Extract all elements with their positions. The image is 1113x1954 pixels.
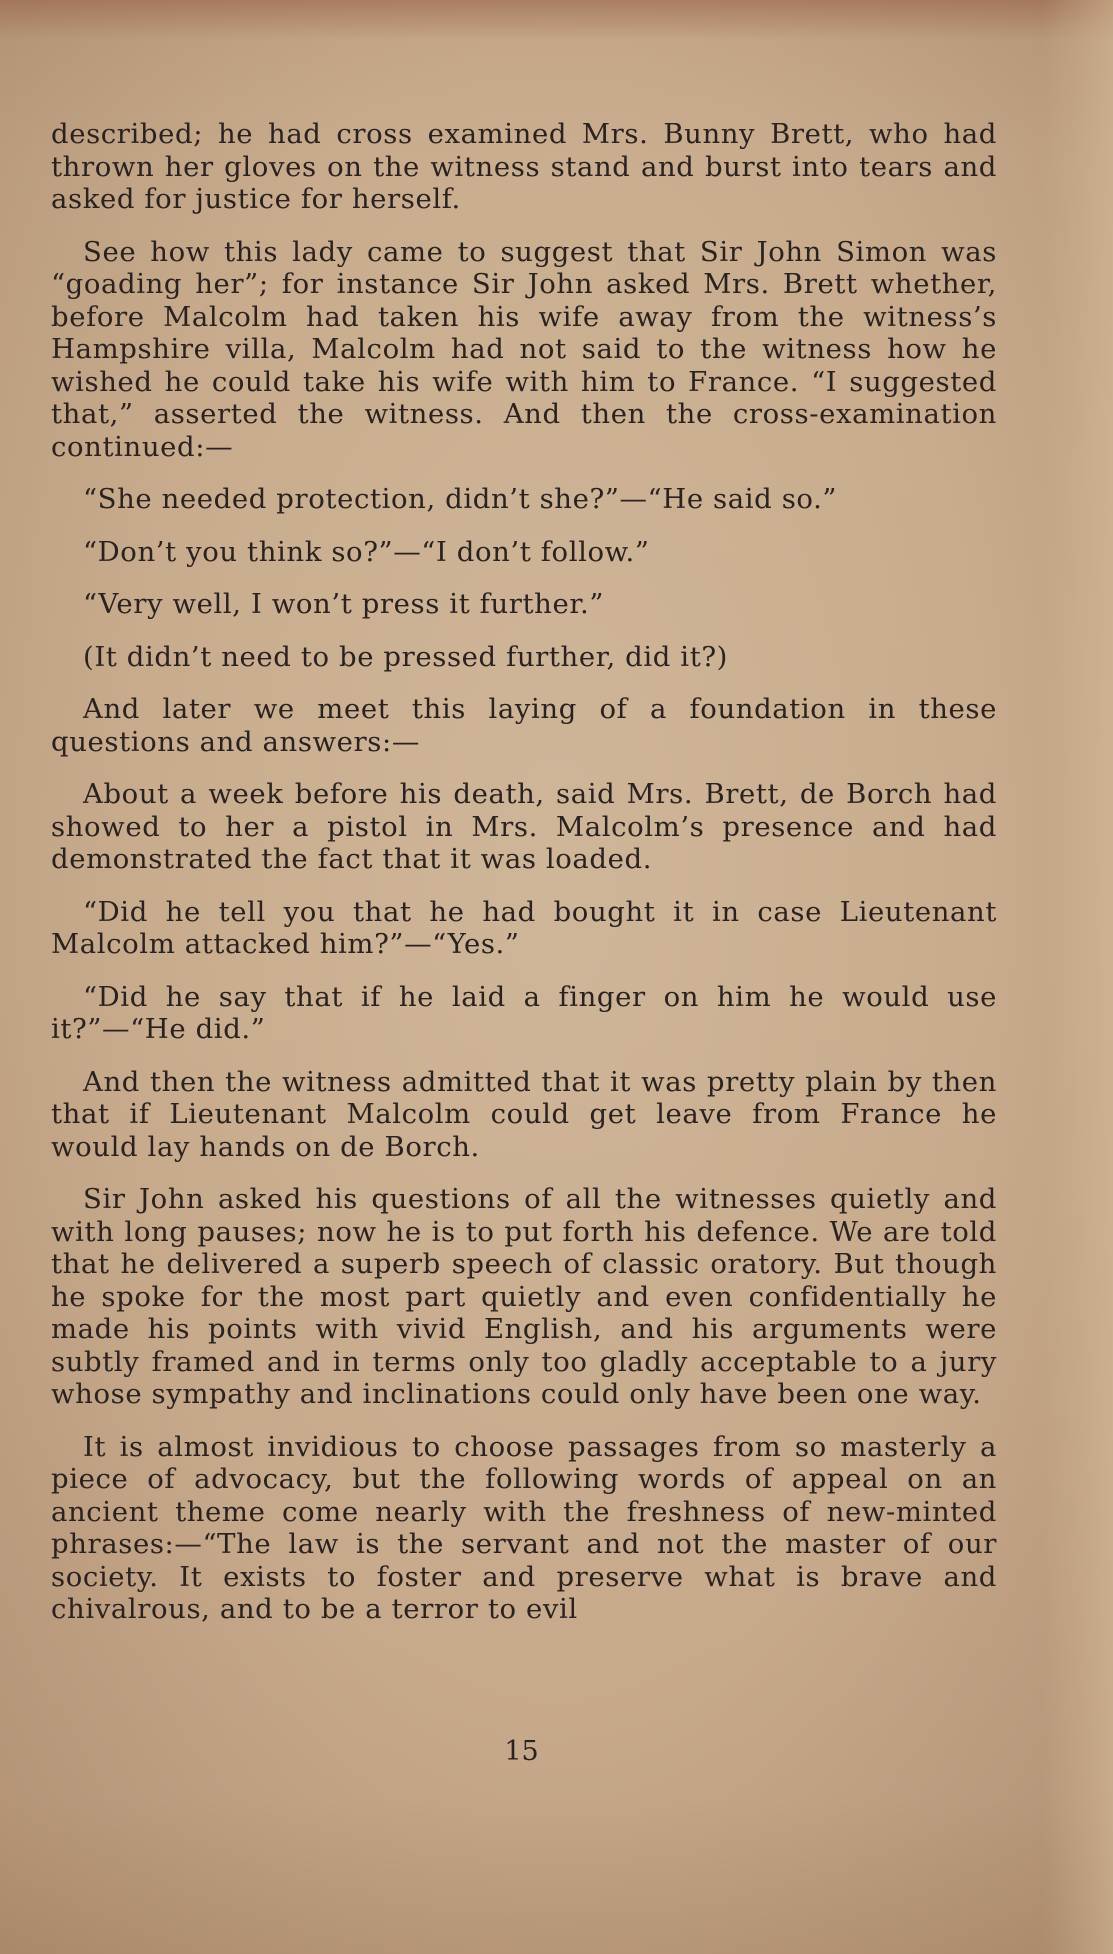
page-number: 15 (504, 1736, 539, 1767)
paragraph-2: See how this lady came to suggest that Sir John Simon was “goading her”; for instance Sir John asked Mrs. Brett whether, before Malcolm had taken his wife away from the witness’s Hampshire villa, Malcolm had not said to the witness how he wished he could take his wife with him to France. “I suggested that,” asserted the witness. And then the cross-examination continued:— (51, 235, 997, 463)
paragraph-4: “Don’t you think so?”—“I don’t follow.” (83, 535, 650, 568)
paragraph-12: Sir John asked his questions of all the witnesses quietly and with long pauses; now he is to put forth his defence. We are told that he delivered a superb speech of classic oratory. But though he spoke for the most part quietly and even confidentially he made his points with vivid English, and his arguments were subtly framed and in terms only too gladly acceptable to a jury whose sympathy and inclinations could only have been one way. (51, 1183, 997, 1410)
paragraph-13: It is almost invidious to choose passages from so masterly a piece of advocacy, but the following words of appeal on an ancient theme come nearly with the freshness of new-minted phrases:—“The law is the servant and not the master of our society. It exists to foster and preserve what is brave and chivalrous, and to be a terror to evil (51, 1430, 997, 1625)
paragraph-7: And later we meet this laying of a foundation in these questions and answers:— (51, 693, 997, 758)
paragraph-1: described; he had cross examined Mrs. Bunny Brett, who had thrown her gloves on the witness stand and burst into tears and asked for justice for herself. (51, 118, 997, 215)
paragraph-11: And then the witness admitted that it was pretty plain by then that if Lieutenant Malcolm could get leave from France he would lay hands on de Borch. (51, 1065, 997, 1163)
paragraph-3: “She needed protection, didn’t she?”—“He said so.” (83, 483, 838, 515)
paragraph-9: “Did he tell you that he had bought it in case Lieutenant Malcolm attacked him?”—“Yes.” (51, 895, 997, 960)
page-body-text (51, 118, 997, 1646)
paragraph-5: “Very well, I won’t press it further.” (83, 588, 605, 620)
paragraph-8: About a week before his death, said Mrs. Brett, de Borch had showed to her a pistol in Mrs. Malcolm’s presence and had demonstrated the fact that it was loaded. (51, 778, 997, 875)
paragraph-10: “Did he say that if he laid a finger on him he would use it?”—“He did.” (51, 980, 997, 1045)
paragraph-6: (It didn’t need to be pressed further, did it?) (83, 640, 729, 673)
